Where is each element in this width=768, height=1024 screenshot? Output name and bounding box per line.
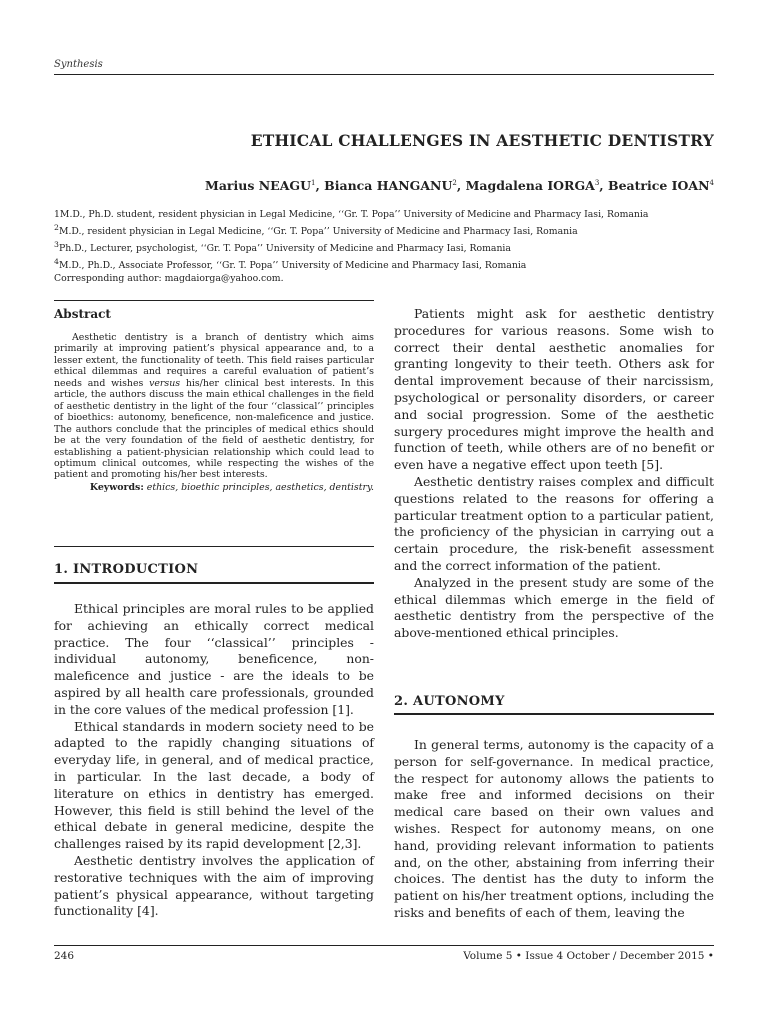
author-name: Bianca HANGANU [324, 178, 453, 193]
corresponding-author: Corresponding author: magdaiorga@yahoo.com. [54, 273, 284, 285]
author-separator: , [315, 178, 325, 193]
abstract-title: Abstract [54, 307, 111, 321]
author-mark: 1 [310, 178, 316, 187]
paragraph: Patients might ask for aesthetic dentistry procedures for various reasons. Some wish to correct their dental aesthetic anomalies for granting longevity to their teeth. Others ask for dental improvement because of their narcissism, psychological or personality disorders, or career and social progression. Some of the aesthetic surgery procedures might improve the health and function of teeth, while others are of no benefit or even have a negative effect upon teeth [5]. [394, 306, 714, 473]
affiliation-text: M.D., Ph.D. student, resident physician in Legal Medicine, ‘‘Gr. T. Popa’’ University of Medicine and Pharmacy Iasi, Romania [59, 209, 649, 220]
abstract-text: his/her clinical best interests. In this article, the authors discuss the main ethical challenges in the field of aesthetic dentistry in the light of the four ‘‘classical’’ principles of bioethics: autonomy, beneficence, non-maleficence and justice. The authors conclude that the principles of medical ethics should be at the very foundation of the field of aesthetic dentistry, for establishing a patient-physician relationship which could lead to optimum clinical outcomes, while respecting the wishes of the patient and promoting his/her best interests. [54, 377, 374, 481]
author-name: Beatrice IOAN [608, 178, 710, 193]
author-name: Magdalena IORGA [465, 178, 595, 193]
affiliation-mark: 2 [54, 223, 59, 232]
footer-rule [54, 945, 714, 946]
paragraph: Aesthetic dentistry involves the application of restorative techniques with the aim of improving patient’s physical appearance, without targeting functionality [4]. [54, 852, 374, 919]
affiliation-line [54, 238, 714, 255]
author-list [54, 178, 714, 193]
section-label: Synthesis [54, 59, 103, 70]
author-mark: 3 [594, 178, 600, 187]
abstract-body [54, 332, 374, 481]
paragraph: In general terms, autonomy is the capacity of a person for self-governance. In medical practice, the respect for autonomy allows the patients to make free and informed decisions on their medical care based on their own values and wishes. Respect for autonomy means, on one hand, providing relevant information to patients and, on the other, abstaining from inferring their choices. The dentist has the duty to inform the patient on his/her treatment options, including the risks and benefits of each of them, leaving the [394, 737, 714, 920]
section-heading-autonomy: 2. AUTONOMY [394, 694, 505, 709]
affiliation-text: M.D., resident physician in Legal Medicine, ‘‘Gr. T. Popa’’ University of Medicine and Pharmacy Iasi, Romania [58, 226, 578, 238]
page-number: 246 [54, 950, 75, 962]
abstract-bottom-rule [54, 546, 374, 547]
author-separator: , [599, 178, 609, 193]
article-title: ETHICAL CHALLENGES IN AESTHETIC DENTISTRY [250, 131, 714, 150]
affiliation-mark: 3 [54, 240, 59, 250]
paragraph: Aesthetic dentistry raises complex and difficult questions related to the reasons for offering a particular treatment option to a particular patient, the proficiency of the physician in carrying out a certain procedure, the risk-benefit assessment and the correct information of the patient. [394, 473, 714, 573]
keywords [54, 482, 374, 493]
author-mark: 4 [709, 178, 714, 187]
issue-info: Volume 5 • Issue 4 October / December 2015 • [463, 950, 714, 962]
author-separator: , [456, 178, 466, 193]
autonomy-body [394, 737, 714, 922]
keywords-label: Keywords: [89, 481, 144, 493]
keywords-list: ethics, bioethic principles, aesthetics, dentistry. [146, 481, 374, 493]
section-heading-introduction: 1. INTRODUCTION [54, 562, 199, 577]
paragraph: Ethical standards in modern society need to be adapted to the rapidly changing situations of everyday life, in general, and of medical practice, in particular. In the last decade, a body of literature on ethics in dentistry has emerged. However, this field is still behind the level of the ethical debate in general medicine, despite the challenges raised by its rapid development [2,3]. [54, 718, 374, 852]
abstract-text: Aesthetic dentistry is a branch of dentistry which aims primarily at improving patient’s physical appearance and, to a lesser extent, the functionality of teeth. This field raises particular ethical dilemmas and requires a careful evaluation of patient’s needs and wishes [54, 332, 374, 389]
paragraph: Ethical principles are moral rules to be applied for achieving an ethically correct medical practice. The four ‘‘classical’’ principles - individual autonomy, beneficence, non-maleficence and justice - are the ideals to be aspired by all health care professionals, grounded in the core values of the medical profession [1]. [54, 601, 374, 717]
header-rule [54, 74, 714, 75]
paragraph: Analyzed in the present study are some of the ethical dilemmas which emerge in the field of aesthetic dentistry from the perspective of the above-mentioned ethical principles. [394, 574, 714, 641]
affiliations [54, 208, 714, 285]
affiliation-text: M.D., Ph.D., Associate Professor, ‘‘Gr. T. Popa’’ University of Medicine and Pharmacy Iasi, Romania [58, 260, 527, 272]
affiliation-mark: 4 [54, 257, 59, 267]
author-name: Marius NEAGU [205, 178, 311, 193]
introduction-body [54, 601, 374, 920]
abstract [54, 299, 374, 545]
affiliation-mark: 1 [54, 209, 60, 220]
abstract-text-italic: versus [149, 377, 181, 389]
right-column-intro [394, 306, 714, 642]
affiliation-line [54, 221, 714, 238]
affiliation-text: Ph.D., Lecturer, psychologist, ‘‘Gr. T. Popa’’ University of Medicine and Pharmacy Iasi, Romania [58, 243, 511, 255]
affiliation-line [54, 208, 714, 221]
section-rule [54, 582, 374, 584]
author-mark: 2 [452, 178, 457, 187]
section-rule [394, 713, 714, 715]
affiliation-line [54, 255, 714, 272]
